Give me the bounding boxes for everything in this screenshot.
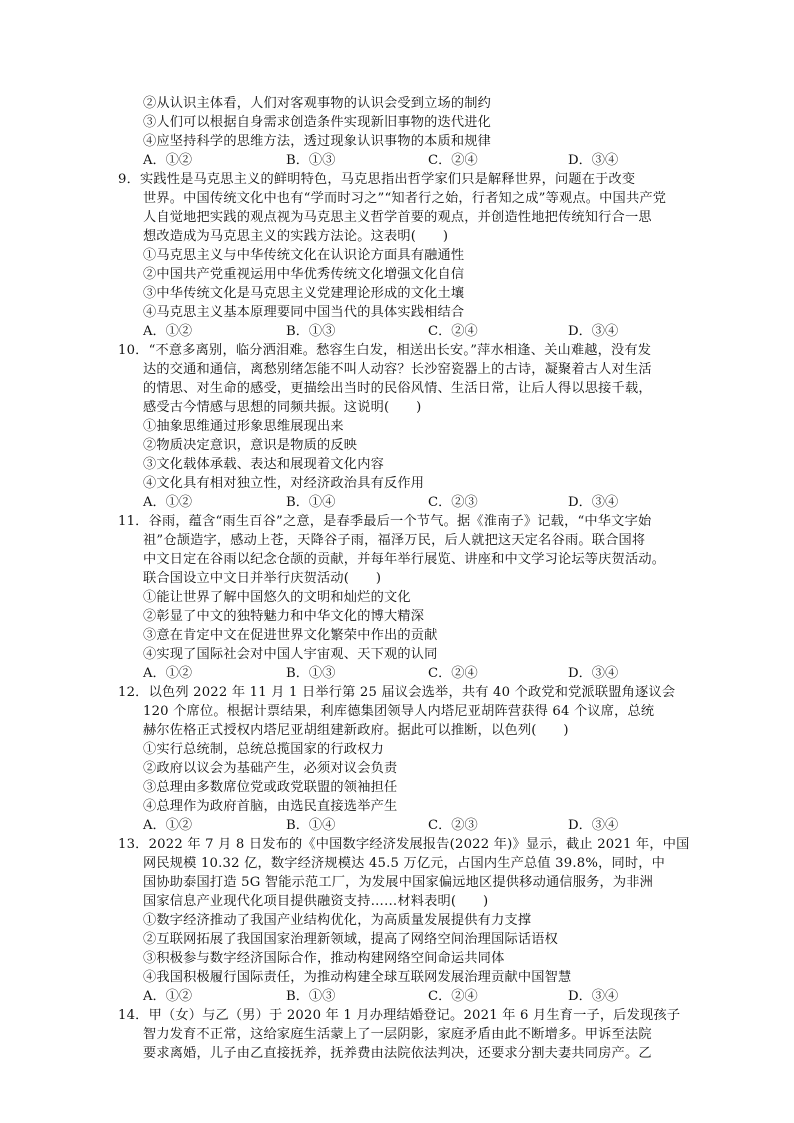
option-line: ①抽象思维通过形象思维展现出来 [143, 419, 344, 434]
answer-choices [143, 988, 723, 1006]
question-text-line: 120 个席位。根据计票结果，利库德集团领导人内塔尼亚胡阵营获得 64 个议席，总统 [143, 704, 655, 719]
choice-a: A．①② [143, 666, 193, 681]
question-text-line: 中文日定在谷雨以纪念仓颉的贡献，并每年举行展览、讲座和中文学习论坛等庆贺活动。 [143, 552, 666, 567]
option-line: ②物质决定意识，意识是物质的反映 [143, 438, 358, 453]
choice-a: A．①② [143, 153, 193, 168]
question-text-line: 智力发育不正常，这给家庭生活蒙上了一层阴影，家庭矛盾由此不断增多。甲诉至法院 [143, 1027, 652, 1042]
option-line: ④实现了国际社会对中国人宇宙观、天下观的认同 [143, 647, 438, 662]
choice-a: A．①② [143, 324, 193, 339]
option-line: ②互联网拓展了我国国家治理新领域，提高了网络空间治理国际话语权 [143, 932, 559, 947]
option-line: ①数字经济推动了我国产业结构优化，为高质量发展提供有力支撑 [143, 913, 532, 928]
option-line: ②中国共产党重视运用中华优秀传统文化增强文化自信 [143, 267, 465, 282]
choice-b: B．①③ [286, 666, 336, 681]
option-line: ②彰显了中文的独特魅力和中华文化的博大精深 [143, 609, 425, 624]
answer-choices [143, 152, 723, 170]
question-text-line: 网民规模 10.32 亿，数字经济规模达 45.5 万亿元，占国内生产总值 39.8%，同时，中 [143, 856, 666, 871]
option-line: ③人们可以根据自身需求创造条件实现新旧事物的迭代进化 [143, 115, 492, 130]
answer-choices [143, 817, 723, 835]
question-text-line: 人自觉地把实践的观点视为马克思主义哲学首要的观点，并创造性地把传统知行合一思 [143, 210, 652, 225]
question-text-line: 祖”仓颉造字，感动上苍，天降谷子雨，福泽万民，后人就把这天定名谷雨。联合国将 [143, 533, 646, 548]
choice-d: D．③④ [568, 818, 619, 833]
option-line: ①马克思主义与中华传统文化在认识论方面具有融通性 [143, 248, 465, 263]
option-line: ③文化载体承载、表达和展现着文化内容 [143, 457, 384, 472]
question-text-line: 世界。中国传统文化中也有“学而时习之”“知者行之始，行者知之成”等观点。中国共产党 [143, 191, 667, 206]
question-text-line: 联合国设立中文日并举行庆贺活动( ) [143, 571, 382, 586]
option-line: ②政府以议会为基础产生，必须对议会负责 [143, 761, 398, 776]
choice-b: B．①③ [286, 324, 336, 339]
choice-b: B．①③ [286, 989, 336, 1004]
choice-a: A．①② [143, 495, 193, 510]
choice-c: C．②④ [428, 324, 478, 339]
question-11-stem: 11．谷雨，蕴含“雨生百谷”之意，是春季最后一个节气。据《淮南子》记载，“中华文字始 [118, 514, 652, 529]
option-line: ①实行总统制，总统总揽国家的行政权力 [143, 742, 384, 757]
option-line: ③积极参与数字经济国际合作，推动构建网络空间命运共同体 [143, 951, 505, 966]
question-text-line: 国协助泰国打造 5G 智能示范工厂，为发展中国家偏远地区提供移动通信服务，为非洲 [143, 875, 654, 890]
choice-d: D．③④ [568, 153, 619, 168]
choice-b: B．①④ [286, 495, 336, 510]
option-line: ③中华传统文化是马克思主义党建理论形成的文化土壤 [143, 286, 465, 301]
question-13-stem: 13．2022 年 7 月 8 日发布的《中国数字经济发展报告(2022 年)》显示，截止 2021 年，中国 [118, 837, 690, 852]
option-line: ④我国积极履行国际责任，为推动构建全球互联网发展治理贡献中国智慧 [143, 970, 572, 985]
question-12-stem: 12．以色列 2022 年 11 月 1 日举行第 25 届议会选举，共有 40 个政党和党派联盟角逐议会 [118, 685, 676, 700]
choice-c: C．②④ [428, 989, 478, 1004]
choice-a: A．①② [143, 989, 193, 1004]
option-line: ②从认识主体看，人们对客观事物的认识会受到立场的制约 [143, 96, 492, 111]
choice-c: C．②④ [428, 666, 478, 681]
option-line: ④应坚持科学的思维方法，透过现象认识事物的本质和规律 [143, 134, 492, 149]
question-9-stem: 9．实践性是马克思主义的鲜明特色，马克思指出哲学家们只是解释世界，问题在于改变 [118, 172, 636, 187]
question-text-line: 要求离婚，儿子由乙直接抚养，抚养费由法院依法判决，还要求分割夫妻共同房产。乙 [143, 1046, 652, 1061]
question-text-line: 国家信息产业现代化项目提供融资支持……材料表明( ) [143, 894, 489, 909]
option-line: ③意在肯定中文在促进世界文化繁荣中作出的贡献 [143, 628, 438, 643]
option-line: ①能让世界了解中国悠久的文明和灿烂的文化 [143, 590, 411, 605]
answer-choices [143, 323, 723, 341]
choice-c: C．②③ [428, 818, 478, 833]
choice-d: D．③④ [568, 989, 619, 1004]
option-line: ④总理作为政府首脑，由选民直接选举产生 [143, 799, 398, 814]
option-line: ④文化具有相对独立性，对经济政治具有反作用 [143, 476, 425, 491]
choice-b: B．①③ [286, 153, 336, 168]
option-line: ④马克思主义基本原理要同中国当代的具体实践相结合 [143, 305, 465, 320]
question-text-line: 达的交通和通信，离愁别绪怎能不叫人动容？长沙窑瓷器上的古诗，凝聚着古人对生活 [143, 362, 652, 377]
choice-a: A．①② [143, 818, 193, 833]
answer-choices [143, 494, 723, 512]
choice-c: C．②③ [428, 495, 478, 510]
question-text-line: 感受古今情感与思想的同频共振。这说明( ) [143, 400, 422, 415]
question-10-stem: 10．“不意多离别，临分洒泪难。愁容生白发，相送出长安。”萍水相逢、关山难越，没有发 [118, 343, 652, 358]
question-text-line: 的情思、对生命的感受，更描绘出当时的民俗风情、生活日常，让后人得以思接千载， [143, 381, 652, 396]
choice-d: D．③④ [568, 666, 619, 681]
question-text-line: 想改造成为马克思主义的实践方法论。这表明( ) [143, 229, 449, 244]
choice-b: B．①④ [286, 818, 336, 833]
choice-d: D．③④ [568, 324, 619, 339]
answer-choices [143, 665, 723, 683]
option-line: ③总理由多数席位党或政党联盟的领袖担任 [143, 780, 398, 795]
choice-d: D．③④ [568, 495, 619, 510]
choice-c: C．②④ [428, 153, 478, 168]
question-14-stem: 14．甲（女）与乙（男）于 2020 年 1 月办理结婚登记。2021 年 6 月生育一子，后发现孩子 [118, 1008, 681, 1023]
question-text-line: 赫尔佐格正式授权内塔尼亚胡组建新政府。据此可以推断，以色列( ) [143, 723, 569, 738]
